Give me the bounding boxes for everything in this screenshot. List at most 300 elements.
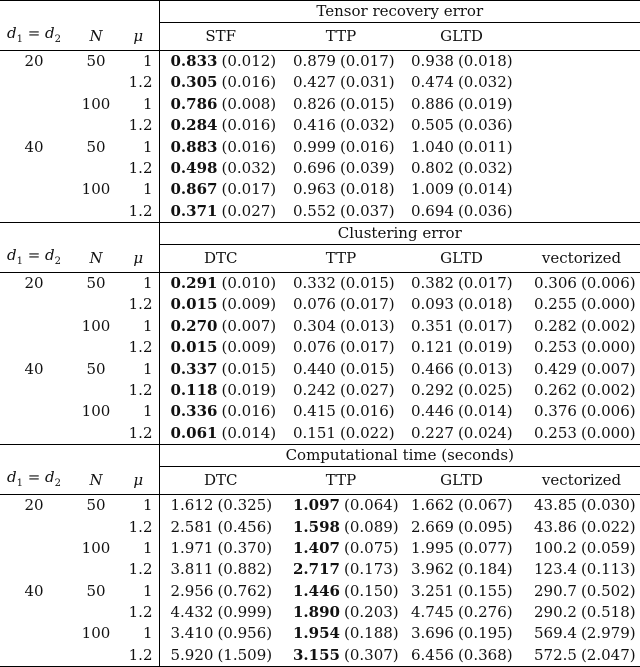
value-cell — [282, 580, 400, 601]
mu-cell: 1 — [124, 358, 159, 379]
mu-cell: 1.2 — [124, 559, 159, 580]
dim-cell — [0, 602, 68, 623]
mu-cell: 1.2 — [124, 201, 159, 223]
sd-value: (0.502) — [580, 581, 636, 600]
sd-value: (0.018) — [457, 295, 513, 314]
value-cell — [159, 559, 282, 580]
dim-cell — [0, 72, 68, 93]
value-cell — [282, 50, 400, 72]
blank-cell — [68, 445, 124, 467]
sd-value: (0.009) — [221, 295, 277, 314]
mean-value: 0.826 — [293, 94, 336, 113]
mean-value: 0.253 — [534, 338, 577, 357]
value-cell — [523, 401, 640, 422]
mean-value: 0.552 — [293, 201, 336, 220]
sd-value: (0.000) — [580, 423, 636, 442]
value-cell — [159, 272, 282, 294]
sd-value: (0.015) — [221, 359, 277, 378]
section-title: Clustering error — [159, 223, 640, 245]
sd-value: (0.032) — [457, 159, 513, 178]
value-cell — [523, 179, 640, 200]
value-cell — [400, 201, 523, 223]
dim-cell: 20 — [24, 496, 44, 515]
table-row — [0, 72, 640, 93]
value-cell — [523, 72, 640, 93]
section-title: Computational time (seconds) — [159, 445, 640, 467]
mean-value: 0.336 — [170, 402, 218, 421]
value-cell — [400, 316, 523, 337]
value-cell — [400, 294, 523, 315]
sd-value: (0.007) — [221, 316, 277, 335]
mu-cell: 1 — [124, 136, 159, 157]
n-cell — [68, 645, 124, 667]
value-cell — [159, 72, 282, 93]
sd-value: (0.184) — [457, 560, 513, 579]
mu-cell: 1 — [124, 50, 159, 72]
mu-cell: 1 — [124, 538, 159, 559]
sd-value: (0.017) — [339, 338, 395, 357]
dim-cell: 20 — [24, 274, 44, 293]
dim-cell — [0, 316, 68, 337]
value-cell — [523, 272, 640, 294]
value-cell — [523, 623, 640, 644]
value-cell — [282, 294, 400, 315]
mean-value: 0.938 — [411, 52, 454, 71]
header-mu: μ — [124, 23, 159, 51]
blank-cell — [124, 223, 159, 245]
mean-value: 4.745 — [411, 603, 454, 622]
sd-value: (0.007) — [580, 359, 636, 378]
table-row — [0, 136, 640, 157]
method-header: DTC — [159, 245, 282, 273]
table-row — [0, 559, 640, 580]
sd-value: (0.173) — [343, 560, 399, 579]
n-cell: 50 — [86, 359, 106, 378]
table-row — [0, 272, 640, 294]
dim-cell — [0, 423, 68, 445]
header-n: N — [68, 23, 124, 51]
value-cell — [282, 337, 400, 358]
section-title: Tensor recovery error — [159, 1, 640, 23]
value-cell — [400, 380, 523, 401]
column-header-row — [0, 23, 640, 51]
mean-value: 0.429 — [534, 359, 577, 378]
sd-value: (2.979) — [580, 624, 636, 643]
mu-cell: 1 — [124, 580, 159, 601]
mean-value: 0.121 — [411, 338, 454, 357]
n-cell — [68, 602, 124, 623]
sd-value: (0.762) — [217, 581, 273, 600]
header-d1-d2: $d_1 = d_2$ — [0, 23, 68, 51]
dim-cell — [0, 516, 68, 537]
method-header: TTP — [282, 245, 400, 273]
value-cell — [400, 272, 523, 294]
sd-value: (0.059) — [580, 538, 636, 557]
sd-value: (0.019) — [457, 94, 513, 113]
blank-cell — [68, 1, 124, 23]
value-cell — [159, 94, 282, 115]
sd-value: (0.067) — [457, 496, 513, 515]
mean-value: 0.093 — [411, 295, 454, 314]
sd-value: (0.017) — [339, 295, 395, 314]
mean-value: 1.890 — [293, 603, 340, 622]
value-cell — [159, 516, 282, 537]
value-cell — [282, 358, 400, 379]
sd-value: (0.022) — [580, 517, 636, 536]
mean-value: 0.253 — [534, 423, 577, 442]
value-cell — [282, 645, 400, 667]
table-row — [0, 201, 640, 223]
value-cell — [282, 179, 400, 200]
value-cell — [400, 158, 523, 179]
mu-cell: 1 — [124, 94, 159, 115]
mean-value: 0.306 — [534, 274, 577, 293]
mean-value: 0.015 — [170, 338, 218, 357]
method-header: TTP — [282, 23, 400, 51]
table-row — [0, 158, 640, 179]
value-cell — [159, 337, 282, 358]
sd-value: (0.012) — [221, 52, 277, 71]
sd-value: (0.019) — [221, 381, 277, 400]
n-cell — [68, 115, 124, 136]
mu-cell: 1.2 — [124, 380, 159, 401]
method-header: TTP — [282, 467, 400, 495]
sd-value: (0.015) — [339, 359, 395, 378]
sd-value: (0.002) — [580, 381, 636, 400]
value-cell — [400, 50, 523, 72]
dim-cell — [0, 645, 68, 667]
mean-value: 43.86 — [534, 517, 577, 536]
header-mu: μ — [124, 245, 159, 273]
mu-cell: 1.2 — [124, 337, 159, 358]
n-cell: 100 — [81, 316, 111, 335]
dim-cell — [0, 538, 68, 559]
table-row — [0, 380, 640, 401]
value-cell — [282, 602, 400, 623]
blank-cell — [0, 445, 68, 467]
mean-value: 1.009 — [411, 180, 454, 199]
blank-cell — [68, 223, 124, 245]
sd-value: (0.089) — [343, 517, 399, 536]
sd-value: (0.518) — [580, 603, 636, 622]
sd-value: (0.032) — [221, 159, 277, 178]
sd-value: (0.017) — [457, 316, 513, 335]
mean-value: 1.662 — [411, 496, 454, 515]
mean-value: 0.332 — [293, 274, 336, 293]
n-cell — [68, 380, 124, 401]
mean-value: 0.498 — [170, 159, 218, 178]
sd-value: (0.095) — [457, 517, 513, 536]
value-cell — [400, 423, 523, 445]
value-cell — [159, 623, 282, 644]
sd-value: (0.009) — [221, 338, 277, 357]
sd-value: (0.016) — [339, 137, 395, 156]
n-cell: 100 — [81, 402, 111, 421]
value-cell — [159, 50, 282, 72]
table-row — [0, 602, 640, 623]
value-cell — [523, 423, 640, 445]
table-row — [0, 623, 640, 644]
n-cell: 50 — [86, 496, 106, 515]
header-d1-d2: $d_1 = d_2$ — [0, 467, 68, 495]
sd-value: (0.075) — [343, 538, 399, 557]
value-cell — [400, 94, 523, 115]
n-cell: 50 — [86, 137, 106, 156]
value-cell — [523, 380, 640, 401]
value-cell — [400, 136, 523, 157]
sd-value: (0.011) — [457, 137, 513, 156]
mean-value: 0.061 — [170, 423, 218, 442]
sd-value: (2.047) — [580, 645, 636, 664]
value-cell — [400, 494, 523, 516]
sd-value: (0.014) — [457, 180, 513, 199]
mu-cell: 1.2 — [124, 72, 159, 93]
sd-value: (0.032) — [457, 73, 513, 92]
mean-value: 0.282 — [534, 316, 577, 335]
header-mu: μ — [124, 467, 159, 495]
mean-value: 0.883 — [170, 137, 218, 156]
mean-value: 569.4 — [534, 624, 577, 643]
table-row — [0, 538, 640, 559]
n-cell — [68, 423, 124, 445]
sd-value: (0.155) — [457, 581, 513, 600]
mean-value: 1.407 — [293, 538, 340, 557]
n-cell — [68, 72, 124, 93]
value-cell — [159, 179, 282, 200]
mean-value: 0.802 — [411, 159, 454, 178]
header-n: N — [68, 245, 124, 273]
value-cell — [400, 401, 523, 422]
sd-value: (0.018) — [457, 52, 513, 71]
mean-value: 0.076 — [293, 338, 336, 357]
sd-value: (0.150) — [343, 581, 399, 600]
mean-value: 0.474 — [411, 73, 454, 92]
dim-cell: 40 — [24, 581, 44, 600]
mean-value: 0.284 — [170, 116, 218, 135]
value-cell — [282, 516, 400, 537]
dim-cell: 40 — [24, 359, 44, 378]
mean-value: 0.337 — [170, 359, 218, 378]
sd-value: (0.015) — [339, 94, 395, 113]
mean-value: 0.694 — [411, 201, 454, 220]
sd-value: (0.016) — [221, 402, 277, 421]
mean-value: 0.305 — [170, 73, 218, 92]
mu-cell: 1.2 — [124, 115, 159, 136]
table-row — [0, 316, 640, 337]
method-header: GLTD — [400, 23, 523, 51]
mean-value: 0.382 — [411, 274, 454, 293]
mu-cell: 1.2 — [124, 602, 159, 623]
table-row — [0, 401, 640, 422]
n-cell — [68, 516, 124, 537]
method-header: STF — [159, 23, 282, 51]
value-cell — [523, 50, 640, 72]
value-cell — [523, 602, 640, 623]
sd-value: (0.882) — [217, 560, 273, 579]
value-cell — [523, 559, 640, 580]
table-row — [0, 337, 640, 358]
sd-value: (0.064) — [343, 496, 399, 515]
mean-value: 0.505 — [411, 116, 454, 135]
mean-value: 0.786 — [170, 94, 218, 113]
dim-cell — [0, 179, 68, 200]
value-cell — [159, 423, 282, 445]
sd-value: (0.456) — [217, 517, 273, 536]
sd-value: (0.022) — [339, 423, 395, 442]
blank-cell — [0, 223, 68, 245]
mean-value: 290.7 — [534, 581, 577, 600]
sd-value: (0.016) — [339, 402, 395, 421]
value-cell — [282, 158, 400, 179]
mean-value: 0.427 — [293, 73, 336, 92]
blank-cell — [0, 1, 68, 23]
value-cell — [159, 201, 282, 223]
value-cell — [523, 316, 640, 337]
mean-value: 1.612 — [170, 496, 214, 515]
n-cell: 100 — [81, 624, 111, 643]
sd-value: (0.188) — [343, 624, 399, 643]
dim-cell — [0, 337, 68, 358]
sd-value: (0.017) — [339, 52, 395, 71]
mean-value: 1.954 — [293, 624, 340, 643]
mean-value: 3.410 — [170, 624, 214, 643]
mean-value: 1.995 — [411, 538, 454, 557]
sd-value: (0.008) — [221, 94, 277, 113]
mean-value: 2.669 — [411, 517, 454, 536]
value-cell — [523, 94, 640, 115]
sd-value: (0.368) — [457, 645, 513, 664]
value-cell — [282, 94, 400, 115]
sd-value: (0.027) — [339, 381, 395, 400]
sd-value: (0.019) — [457, 338, 513, 357]
value-cell — [523, 494, 640, 516]
value-cell — [159, 401, 282, 422]
n-cell: 100 — [81, 538, 111, 557]
mean-value: 0.015 — [170, 295, 218, 314]
mean-value: 0.371 — [170, 201, 218, 220]
table-row — [0, 179, 640, 200]
mean-value: 0.291 — [170, 274, 218, 293]
sd-value: (0.015) — [339, 274, 395, 293]
mean-value: 1.598 — [293, 517, 340, 536]
sd-value: (0.017) — [221, 180, 277, 199]
n-cell: 100 — [81, 94, 111, 113]
sd-value: (0.276) — [457, 603, 513, 622]
value-cell — [282, 494, 400, 516]
mu-cell: 1 — [124, 401, 159, 422]
value-cell — [159, 602, 282, 623]
value-cell — [282, 272, 400, 294]
mean-value: 0.242 — [293, 381, 336, 400]
mean-value: 572.5 — [534, 645, 577, 664]
mean-value: 123.4 — [534, 560, 577, 579]
mu-cell: 1.2 — [124, 294, 159, 315]
mean-value: 0.304 — [293, 316, 336, 335]
value-cell — [282, 115, 400, 136]
mean-value: 0.292 — [411, 381, 454, 400]
mu-cell: 1 — [124, 179, 159, 200]
n-cell — [68, 559, 124, 580]
table-row — [0, 294, 640, 315]
mean-value: 1.971 — [170, 538, 214, 557]
mean-value: 3.962 — [411, 560, 454, 579]
table-row — [0, 94, 640, 115]
mean-value: 0.151 — [293, 423, 336, 442]
n-cell: 50 — [86, 581, 106, 600]
mean-value: 0.118 — [170, 381, 218, 400]
n-cell — [68, 337, 124, 358]
mean-value: 100.2 — [534, 538, 577, 557]
table-row — [0, 645, 640, 667]
value-cell — [400, 559, 523, 580]
table-row — [0, 50, 640, 72]
value-cell — [282, 316, 400, 337]
mean-value: 0.999 — [293, 137, 336, 156]
sd-value: (0.016) — [221, 73, 277, 92]
sd-value: (0.031) — [339, 73, 395, 92]
dim-cell — [0, 623, 68, 644]
value-cell — [400, 580, 523, 601]
sd-value: (0.002) — [580, 316, 636, 335]
dim-cell — [0, 380, 68, 401]
column-header-row — [0, 467, 640, 495]
sd-value: (0.014) — [457, 402, 513, 421]
method-header: GLTD — [400, 245, 523, 273]
method-header: DTC — [159, 467, 282, 495]
sd-value: (0.325) — [217, 496, 273, 515]
mean-value: 0.227 — [411, 423, 454, 442]
mu-cell: 1.2 — [124, 423, 159, 445]
sd-value: (0.203) — [343, 603, 399, 622]
sd-value: (0.113) — [580, 560, 636, 579]
mean-value: 0.440 — [293, 359, 336, 378]
value-cell — [523, 645, 640, 667]
value-cell — [523, 115, 640, 136]
value-cell — [282, 623, 400, 644]
value-cell — [159, 136, 282, 157]
n-cell: 50 — [86, 274, 106, 293]
mean-value: 0.466 — [411, 359, 454, 378]
sd-value: (0.999) — [217, 603, 273, 622]
value-cell — [159, 494, 282, 516]
sd-value: (0.027) — [221, 201, 277, 220]
value-cell — [159, 380, 282, 401]
table-row — [0, 115, 640, 136]
sd-value: (0.014) — [221, 423, 277, 442]
mean-value: 4.432 — [170, 603, 214, 622]
method-header: vectorized — [523, 245, 640, 273]
n-cell — [68, 158, 124, 179]
blank-cell — [124, 1, 159, 23]
value-cell — [400, 602, 523, 623]
value-cell — [159, 316, 282, 337]
sd-value: (0.006) — [580, 274, 636, 293]
sd-value: (0.013) — [457, 359, 513, 378]
mean-value: 0.833 — [170, 52, 218, 71]
section-title-row — [0, 445, 640, 467]
value-cell — [159, 158, 282, 179]
n-cell: 100 — [81, 180, 111, 199]
sd-value: (0.024) — [457, 423, 513, 442]
mean-value: 5.920 — [170, 645, 214, 664]
value-cell — [523, 337, 640, 358]
sd-value: (0.025) — [457, 381, 513, 400]
dim-cell: 40 — [24, 137, 44, 156]
mean-value: 3.696 — [411, 624, 454, 643]
n-cell: 50 — [86, 52, 106, 71]
table-row — [0, 580, 640, 601]
mean-value: 0.255 — [534, 295, 577, 314]
